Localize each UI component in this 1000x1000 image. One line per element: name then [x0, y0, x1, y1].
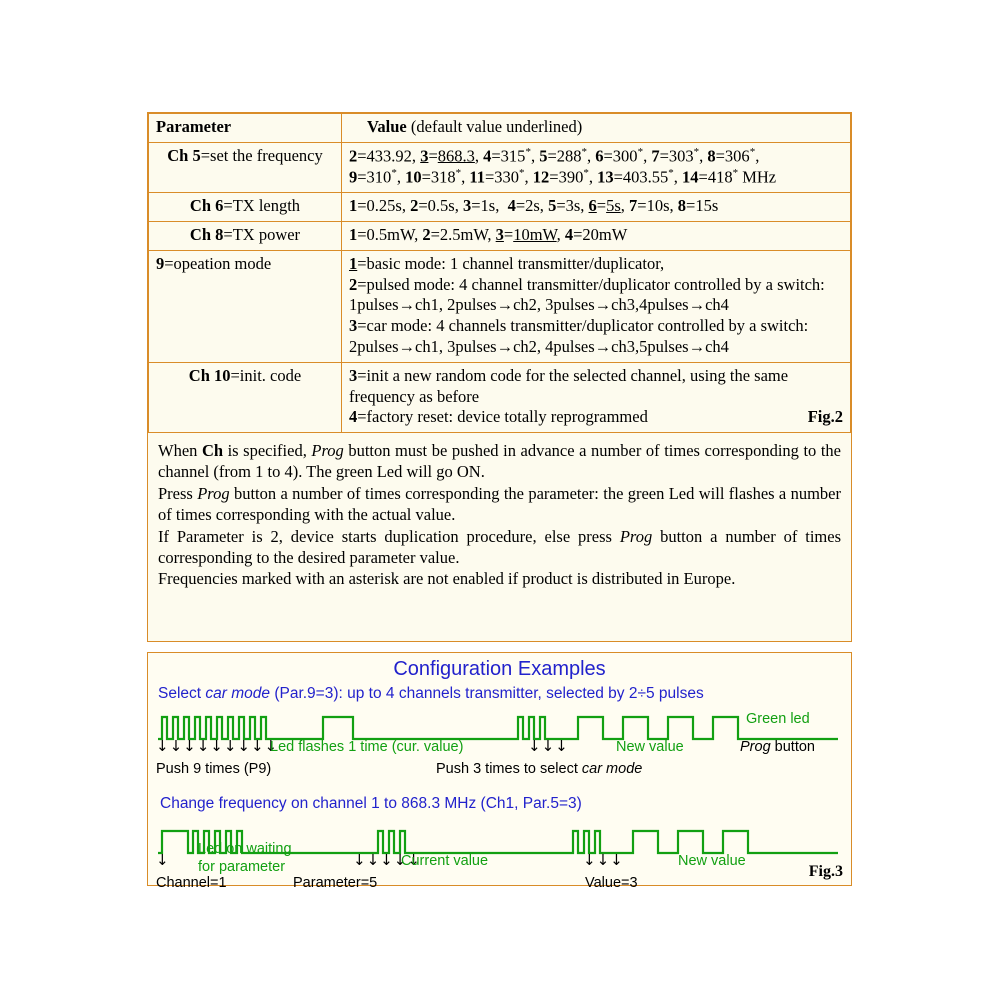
row-param-mode: 9=opeation mode	[149, 250, 342, 362]
note-2: Press Prog button a number of times corresponding the parameter: the green Led will flashes a number of times corresponding with the actual value.	[158, 483, 842, 524]
table-row	[149, 193, 851, 222]
table-row	[149, 222, 851, 251]
example2-subtitle: Change frequency on channel 1 to 868.3 MHz (Ch1, Par.5=3)	[160, 795, 582, 812]
example2-new-value-label: New value	[678, 853, 746, 869]
example2-value-label: Value=3	[585, 875, 638, 891]
example1-arrows-3: ↓↓↓	[528, 737, 569, 755]
example1-subtitle: Select car mode (Par.9=3): up to 4 channels transmitter, selected by 2÷5 pulses	[158, 685, 704, 702]
row-param-ch6: Ch 6=TX length	[149, 193, 342, 222]
example1-led-flashes-label: Led flashes 1 time (cur. value)	[270, 739, 464, 755]
header-value-bold: Value	[367, 117, 407, 136]
example2-parameter-label: Parameter=5	[293, 875, 378, 891]
header-value	[342, 114, 851, 143]
example2-waveform-area	[148, 813, 851, 891]
note-4: Frequencies marked with an asterisk are not enabled if product is distributed in Europe.	[158, 569, 736, 589]
row-param-ch5: Ch 5=set the frequency	[149, 142, 342, 193]
table-row	[149, 142, 851, 193]
row-param-ch8: Ch 8=TX power	[149, 222, 342, 251]
example2-arrows-5: ↓↓↓↓↓	[353, 851, 421, 869]
row-param-ch10: Ch 10=init. code	[149, 362, 342, 432]
table-header-row	[149, 114, 851, 143]
example2-current-value-label: Current value	[401, 853, 489, 869]
row-value-ch10: 3=init a new random code for the selected channel, using the same frequency as before 4=factory reset: device totally reprogrammed Fig.2	[342, 362, 851, 432]
example2-led-on-label-line1: Led on waiting	[198, 841, 292, 857]
example2-led-on-label-line2: for parameter	[198, 859, 286, 875]
row-value-ch6: 1=0.25s, 2=0.5s, 3=1s, 4=2s, 5=3s, 6=5s, 7=10s, 8=15s	[342, 193, 851, 222]
header-value-note: (default value underlined)	[406, 117, 583, 136]
example1-prog-button-label: Prog button	[740, 739, 815, 755]
example1-arrows-9: ↓↓↓↓↓↓↓↓↓	[156, 737, 279, 755]
table-notes	[148, 433, 851, 598]
table-row	[149, 250, 851, 362]
configuration-examples-block	[147, 652, 852, 891]
example2-arrow-channel: ↓	[156, 851, 170, 869]
row-value-mode: 1=basic mode: 1 channel transmitter/duplicator, 2=pulsed mode: 4 channel transmitter/duplicator controlled by a switch: 1pulses→ch1, 2pulses→ch2, 3pulses→ch3,4pulses→ch4 3=car mode: 4 channels transmitter/duplicator controlled by a switch: 2pulses→ch1, 3pulses→ch2, 4pulses→ch3,5pulses→ch4	[342, 250, 851, 362]
example1-waveform-area	[148, 703, 851, 781]
example2-channel-label: Channel=1	[156, 875, 227, 891]
example1-push3-label: Push 3 times to select car mode	[436, 761, 643, 777]
header-parameter: Parameter	[149, 114, 342, 143]
parameter-table-block	[147, 112, 852, 642]
fig3-label: Fig.3	[808, 863, 843, 880]
example1-new-value-label: New value	[616, 739, 684, 755]
table-row	[149, 362, 851, 432]
parameter-table	[148, 113, 851, 433]
row-value-ch5: 2=433.92, 3=868.3, 4=315*, 5=288*, 6=300*, 7=303*, 8=306*, 9=310*, 10=318*, 11=330*, 12=390*, 13=403.55*, 14=418* MHz	[342, 142, 851, 193]
example2-arrows-3: ↓↓↓	[583, 851, 624, 869]
examples-title: Configuration Examples	[393, 658, 606, 680]
note-1: When Ch is specified, Prog button must be pushed in advance a number of times corresponding to the channel (from 1 to 4). The green Led will go ON.	[158, 441, 841, 482]
note-3: If Parameter is 2, device starts duplication procedure, else press Prog button a number of times corresponding to the desired parameter value.	[158, 526, 842, 567]
example1-green-led-label: Green led	[746, 711, 810, 727]
row-value-ch8: 1=0.5mW, 2=2.5mW, 3=10mW, 4=20mW	[342, 222, 851, 251]
example1-push9-label: Push 9 times (P9)	[156, 761, 272, 777]
